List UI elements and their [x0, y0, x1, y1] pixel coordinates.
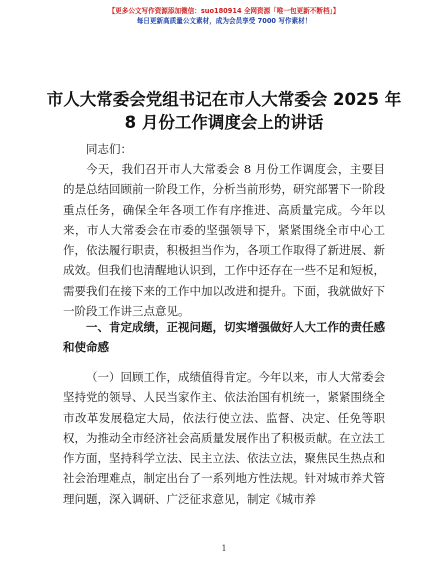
section-heading-1: 一、肯定成绩，正视问题，切实增强做好人大工作的责任感和使命感: [63, 320, 385, 355]
promo-banner: [0, 6, 448, 26]
document-title-line2: 8 月份工作调度会上的讲话: [124, 113, 324, 132]
paragraph-review: （一）回顾工作，成绩值得肯定。今年以来，市人大常委会坚持党的领导、人民当家作主、依法治国有机统一，紧紧围绕全市改革发展稳定大局，依法行使立法、监督、决定、任免等职权，为推动全市经济社会高质量发展作出了积极贡献。在立法工作方面，坚持科学立法、民主立法、依法立法，聚焦民生热点和社会治理难点，制定出台了一系列地方性法规。针对城市养犬管理问题，深入调研、广泛征求意见，制定《城市养: [63, 370, 385, 506]
page-number: 1: [221, 544, 227, 553]
promo-banner-line1: 【更多公文写作资源添加微信：suo180914 全网资源「唯一包更新不断档」】: [108, 7, 340, 15]
paragraph-intro: 今天，我们召开市人大常委会 8 月份工作调度会，主要目的是总结回顾前一阶段工作，分析当前形势，研究部署下一阶段重点任务，确保全年各项工作有序推进、高质量完成。今年以来，市人大常委会在市委的坚强领导下，紧紧围绕全市中心工作，依法履行职责，积极担当作为，各项工作取得了新进展、新成效。但我们也清醒地认识到，工作中还存在一些不足和短板，需要我们在接下来的工作中加以改进和提升。下面，我就做好下一阶段工作讲三点意见。: [63, 162, 385, 319]
promo-banner-line2: 每日更新高质量公文素材，成为会员享受 7000 写作素材！: [136, 17, 312, 25]
document-title: [40, 88, 408, 134]
salutation: 同志们：: [86, 142, 132, 156]
document-title-line1: 市人大常委会党组书记在市人大常委会 2025 年: [46, 90, 402, 109]
